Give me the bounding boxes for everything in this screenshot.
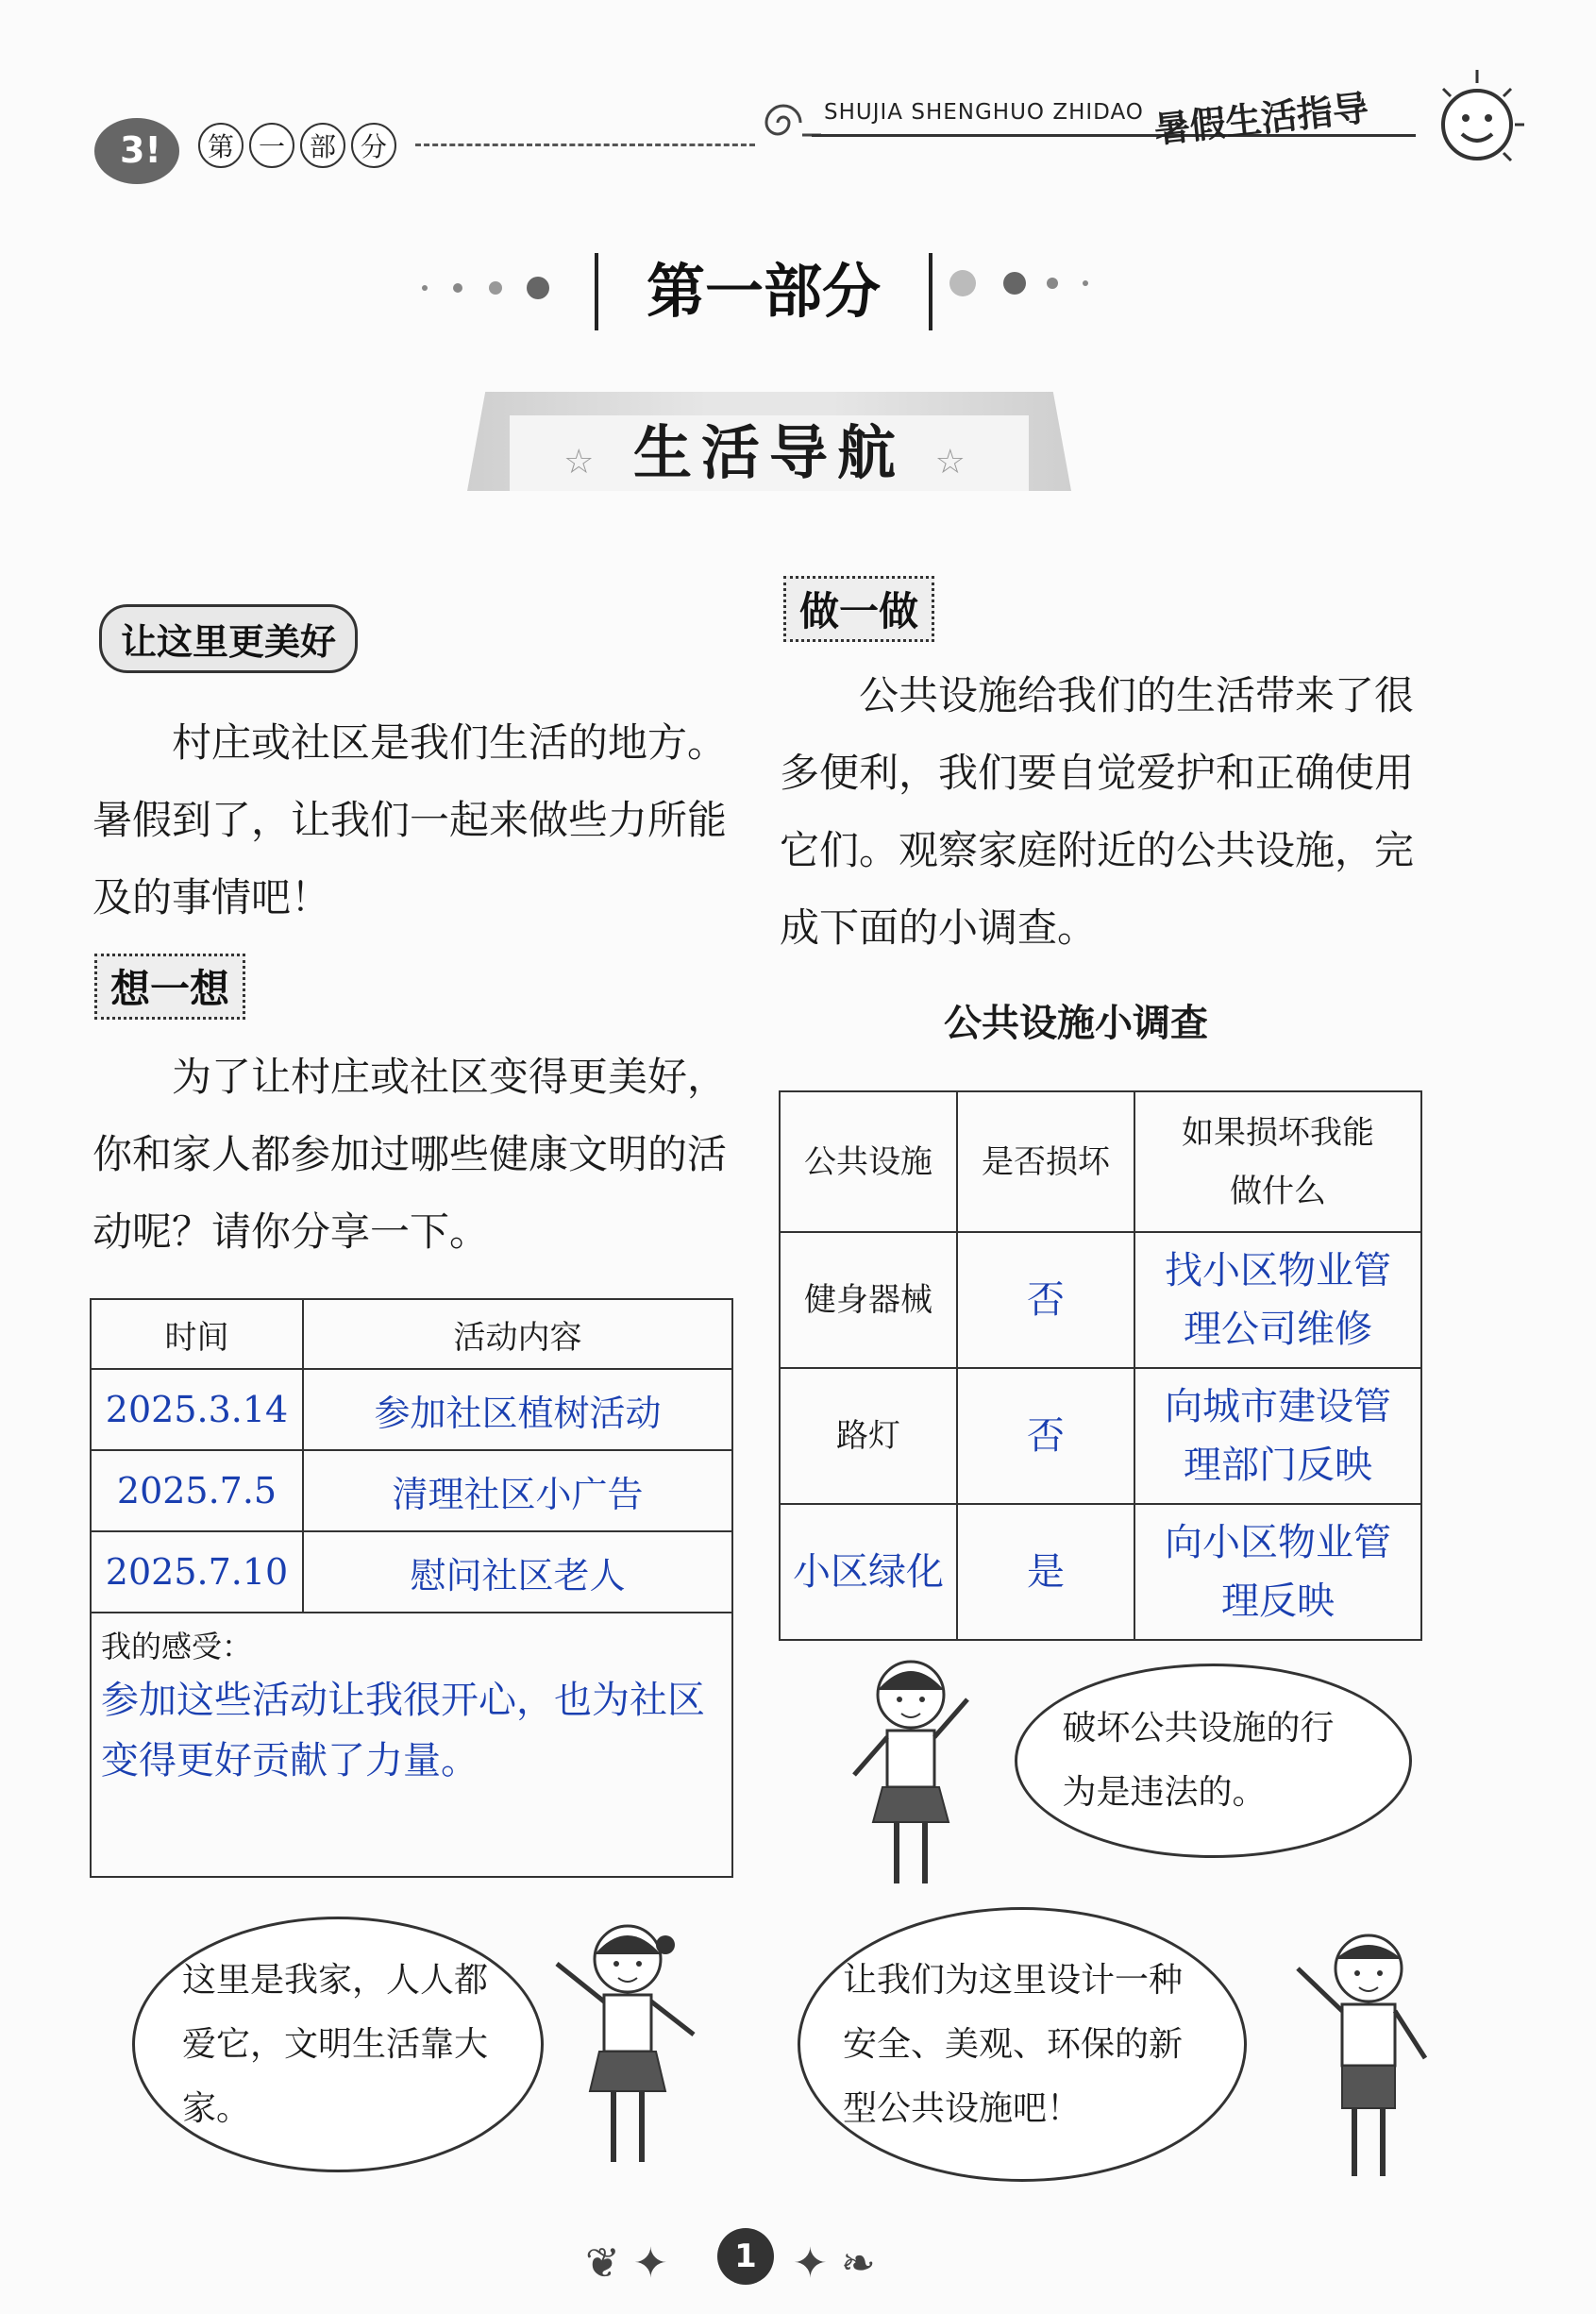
header-part-char: 第 bbox=[198, 123, 244, 168]
footer-ornament-right-icon: ✦ ❧ bbox=[793, 2239, 876, 2288]
activity-content: 慰问社区老人 bbox=[303, 1531, 732, 1613]
logo-text: 3! bbox=[120, 129, 161, 171]
smiling-sun-icon bbox=[1420, 66, 1534, 179]
facility-name: 小区绿化 bbox=[780, 1504, 957, 1640]
speech-bubble-boy bbox=[798, 1907, 1247, 2182]
part-title: 第一部分 bbox=[595, 253, 932, 330]
activity-date: 2025.7.10 bbox=[91, 1531, 303, 1613]
column-header: 如果损坏我能做什么 bbox=[1134, 1091, 1421, 1232]
dots-decoration-right bbox=[944, 264, 1114, 302]
boy-figure-icon bbox=[1284, 1917, 1444, 2200]
activity-table bbox=[90, 1298, 733, 1878]
speech-bubble-girl-top bbox=[1015, 1664, 1412, 1858]
table-row bbox=[91, 1369, 732, 1450]
do-paragraph: 公共设施给我们的生活带来了很多便利，我们要自觉爱护和正确使用它们。观察家庭附近的公共设施，完成下面的小调查。 bbox=[780, 672, 1415, 951]
table-row bbox=[780, 1504, 1421, 1640]
column-header: 时间 bbox=[91, 1299, 303, 1369]
page-number: 1 bbox=[717, 2228, 774, 2285]
table-row bbox=[780, 1368, 1421, 1504]
activity-date: 2025.3.14 bbox=[91, 1369, 303, 1450]
banner-title bbox=[510, 415, 1029, 491]
damaged-value: 是 bbox=[957, 1504, 1134, 1640]
star-icon: ☆ bbox=[934, 443, 975, 481]
table-row bbox=[91, 1450, 732, 1531]
action-value: 向小区物业管理反映 bbox=[1134, 1504, 1421, 1640]
activity-date: 2025.7.5 bbox=[91, 1450, 303, 1531]
header-part-badges bbox=[198, 123, 402, 168]
bubble-text: 让我们为这里设计一种安全、美观、环保的新型公共设施吧！ bbox=[843, 1960, 1184, 2128]
table-header-row bbox=[91, 1299, 732, 1369]
action-value: 找小区物业管理公司维修 bbox=[1134, 1232, 1421, 1368]
bubble-text: 破坏公共设施的行为是违法的。 bbox=[1062, 1709, 1335, 1812]
activity-content: 参加社区植树活动 bbox=[303, 1369, 732, 1450]
table-header-row bbox=[780, 1091, 1421, 1232]
survey-title: 公共设施小调查 bbox=[944, 1002, 1208, 1045]
girl-figure-icon bbox=[547, 1907, 708, 2190]
header-part-char: 部 bbox=[300, 123, 345, 168]
speech-bubble-girl-bottom bbox=[132, 1917, 544, 2172]
table-row bbox=[780, 1232, 1421, 1368]
column-header: 公共设施 bbox=[780, 1091, 957, 1232]
damaged-value: 否 bbox=[957, 1368, 1134, 1504]
column-header: 活动内容 bbox=[303, 1299, 732, 1369]
section-tag-make-better: 让这里更美好 bbox=[99, 604, 358, 673]
publisher-logo bbox=[90, 104, 203, 189]
survey-table bbox=[779, 1090, 1422, 1641]
think-paragraph: 为了让村庄或社区变得更美好，你和家人都参加过哪些健康文明的活动呢？请你分享一下。 bbox=[92, 1054, 728, 1255]
column-header: 是否损坏 bbox=[957, 1091, 1134, 1232]
feeling-cell bbox=[91, 1613, 732, 1877]
header-part-char: 分 bbox=[351, 123, 396, 168]
header-brand: 暑假生活指导 bbox=[1151, 87, 1371, 151]
feeling-row bbox=[91, 1613, 732, 1877]
facility-name: 路灯 bbox=[780, 1368, 957, 1504]
dots-decoration-left bbox=[415, 274, 585, 302]
header-part-char: 一 bbox=[249, 123, 294, 168]
damaged-value: 否 bbox=[957, 1232, 1134, 1368]
feeling-label: 我的感受： bbox=[101, 1629, 253, 1664]
action-value: 向城市建设管理部门反映 bbox=[1134, 1368, 1421, 1504]
bubble-text: 这里是我家，人人都爱它，文明生活靠大家。 bbox=[182, 1960, 489, 2128]
header-divider bbox=[415, 144, 755, 146]
swirl-icon bbox=[746, 90, 821, 156]
table-row bbox=[91, 1531, 732, 1613]
facility-name: 健身器械 bbox=[780, 1232, 957, 1368]
girl-figure-icon bbox=[831, 1647, 991, 1902]
intro-paragraph: 村庄或社区是我们生活的地方。暑假到了，让我们一起来做些力所能及的事情吧！ bbox=[92, 719, 728, 921]
feeling-text: 参加这些活动让我很开心，也为社区变得更好贡献了力量。 bbox=[101, 1679, 705, 1782]
header-roman-title: SHUJIA SHENGHUO ZHIDAO bbox=[824, 100, 1144, 125]
section-tag-do: 做一做 bbox=[783, 576, 934, 642]
banner-title-text: 生活导航 bbox=[632, 418, 905, 487]
star-icon: ☆ bbox=[563, 443, 604, 481]
footer-ornament-left-icon: ❦ ✦ bbox=[585, 2239, 668, 2288]
activity-content: 清理社区小广告 bbox=[303, 1450, 732, 1531]
section-tag-think: 想一想 bbox=[94, 954, 245, 1020]
